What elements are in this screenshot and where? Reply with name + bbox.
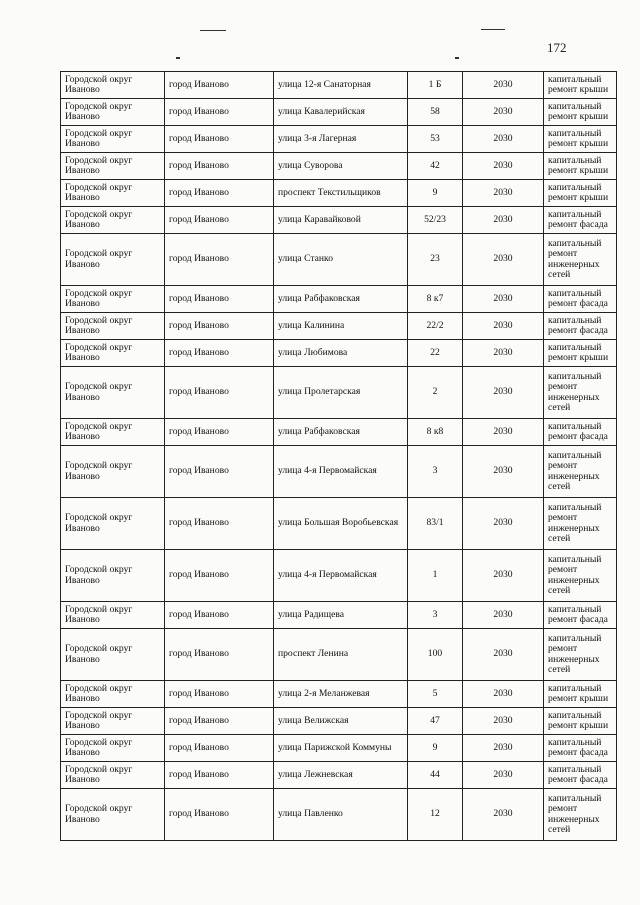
cell-year: 2030 [463, 340, 544, 367]
cell-house-number: 3 [408, 602, 463, 629]
cell-street: улица Большая Воробьевская [274, 498, 408, 550]
cell-street: улица Каравайковой [274, 207, 408, 234]
cell-work-type: капитальный ремонт фасада [544, 313, 617, 340]
table-row [61, 498, 617, 550]
cell-work-type: капитальный ремонт фасада [544, 419, 617, 446]
table-row [61, 286, 617, 313]
cell-work-type: капитальный ремонт инженерных сетей [544, 550, 617, 602]
cell-city: город Иваново [165, 498, 274, 550]
cell-work-type: капитальный ремонт крыши [544, 72, 617, 99]
cell-okrug: Городской округ Иваново [61, 762, 165, 789]
cell-year: 2030 [463, 313, 544, 340]
scan-mark [455, 57, 459, 59]
cell-house-number: 8 к8 [408, 419, 463, 446]
cell-city: город Иваново [165, 72, 274, 99]
cell-work-type: капитальный ремонт фасада [544, 762, 617, 789]
cell-street: улица Павленко [274, 789, 408, 841]
cell-street: улица 4-я Первомайская [274, 446, 408, 498]
cell-okrug: Городской округ Иваново [61, 234, 165, 286]
cell-street: проспект Текстильщиков [274, 180, 408, 207]
table-row [61, 708, 617, 735]
table-row [61, 602, 617, 629]
cell-house-number: 47 [408, 708, 463, 735]
cell-okrug: Городской округ Иваново [61, 629, 165, 681]
cell-street: улица Радищева [274, 602, 408, 629]
table-row [61, 313, 617, 340]
cell-work-type: капитальный ремонт инженерных сетей [544, 498, 617, 550]
cell-house-number: 1 [408, 550, 463, 602]
cell-city: город Иваново [165, 602, 274, 629]
table-row [61, 446, 617, 498]
cell-house-number: 23 [408, 234, 463, 286]
cell-okrug: Городской округ Иваново [61, 340, 165, 367]
cell-city: город Иваново [165, 286, 274, 313]
cell-street: улица 4-я Первомайская [274, 550, 408, 602]
table-row [61, 550, 617, 602]
scan-mark [200, 30, 226, 31]
cell-work-type: капитальный ремонт фасада [544, 602, 617, 629]
cell-city: город Иваново [165, 681, 274, 708]
cell-work-type: капитальный ремонт фасада [544, 735, 617, 762]
cell-okrug: Городской округ Иваново [61, 602, 165, 629]
table-row [61, 126, 617, 153]
cell-year: 2030 [463, 789, 544, 841]
cell-year: 2030 [463, 207, 544, 234]
cell-okrug: Городской округ Иваново [61, 72, 165, 99]
cell-street: улица Кавалерийская [274, 99, 408, 126]
table-row [61, 735, 617, 762]
registry-table [60, 71, 617, 841]
cell-year: 2030 [463, 681, 544, 708]
cell-okrug: Городской округ Иваново [61, 207, 165, 234]
cell-work-type: капитальный ремонт крыши [544, 126, 617, 153]
cell-city: город Иваново [165, 419, 274, 446]
cell-year: 2030 [463, 234, 544, 286]
cell-street: проспект Ленина [274, 629, 408, 681]
cell-street: улица 2-я Меланжевая [274, 681, 408, 708]
cell-city: город Иваново [165, 446, 274, 498]
table-row [61, 153, 617, 180]
cell-work-type: капитальный ремонт фасада [544, 286, 617, 313]
cell-okrug: Городской округ Иваново [61, 735, 165, 762]
table-row [61, 180, 617, 207]
cell-year: 2030 [463, 72, 544, 99]
cell-work-type: капитальный ремонт крыши [544, 340, 617, 367]
cell-work-type: капитальный ремонт фасада [544, 207, 617, 234]
cell-year: 2030 [463, 180, 544, 207]
cell-street: улица Рабфаковская [274, 286, 408, 313]
table-row [61, 629, 617, 681]
cell-street: улица Любимова [274, 340, 408, 367]
cell-house-number: 22 [408, 340, 463, 367]
cell-street: улица Велижская [274, 708, 408, 735]
cell-year: 2030 [463, 708, 544, 735]
cell-city: город Иваново [165, 789, 274, 841]
cell-house-number: 5 [408, 681, 463, 708]
cell-year: 2030 [463, 550, 544, 602]
cell-okrug: Городской округ Иваново [61, 708, 165, 735]
cell-city: город Иваново [165, 708, 274, 735]
cell-street: улица Калинина [274, 313, 408, 340]
cell-house-number: 44 [408, 762, 463, 789]
cell-city: город Иваново [165, 99, 274, 126]
table-row [61, 72, 617, 99]
cell-city: город Иваново [165, 367, 274, 419]
cell-work-type: капитальный ремонт крыши [544, 180, 617, 207]
cell-okrug: Городской округ Иваново [61, 446, 165, 498]
cell-street: улица Суворова [274, 153, 408, 180]
cell-work-type: капитальный ремонт инженерных сетей [544, 234, 617, 286]
cell-work-type: капитальный ремонт инженерных сетей [544, 446, 617, 498]
cell-okrug: Городской округ Иваново [61, 313, 165, 340]
cell-city: город Иваново [165, 126, 274, 153]
cell-okrug: Городской округ Иваново [61, 419, 165, 446]
cell-year: 2030 [463, 762, 544, 789]
cell-okrug: Городской округ Иваново [61, 126, 165, 153]
cell-city: город Иваново [165, 340, 274, 367]
cell-house-number: 58 [408, 99, 463, 126]
cell-house-number: 9 [408, 735, 463, 762]
cell-work-type: капитальный ремонт инженерных сетей [544, 789, 617, 841]
cell-city: город Иваново [165, 313, 274, 340]
cell-work-type: капитальный ремонт крыши [544, 708, 617, 735]
cell-year: 2030 [463, 629, 544, 681]
cell-year: 2030 [463, 367, 544, 419]
table-row [61, 367, 617, 419]
cell-house-number: 42 [408, 153, 463, 180]
cell-work-type: капитальный ремонт инженерных сетей [544, 367, 617, 419]
cell-year: 2030 [463, 153, 544, 180]
cell-okrug: Городской округ Иваново [61, 180, 165, 207]
cell-city: город Иваново [165, 550, 274, 602]
cell-year: 2030 [463, 419, 544, 446]
cell-year: 2030 [463, 498, 544, 550]
cell-work-type: капитальный ремонт крыши [544, 681, 617, 708]
cell-house-number: 83/1 [408, 498, 463, 550]
cell-street: улица 3-я Лагерная [274, 126, 408, 153]
cell-street: улица Парижской Коммуны [274, 735, 408, 762]
cell-house-number: 12 [408, 789, 463, 841]
cell-year: 2030 [463, 286, 544, 313]
cell-city: город Иваново [165, 762, 274, 789]
cell-year: 2030 [463, 126, 544, 153]
cell-year: 2030 [463, 735, 544, 762]
table-row [61, 207, 617, 234]
table-row [61, 234, 617, 286]
cell-city: город Иваново [165, 735, 274, 762]
scan-mark [481, 29, 505, 30]
table-row [61, 340, 617, 367]
cell-okrug: Городской округ Иваново [61, 681, 165, 708]
cell-work-type: капитальный ремонт инженерных сетей [544, 629, 617, 681]
table-row [61, 419, 617, 446]
cell-house-number: 52/23 [408, 207, 463, 234]
scan-mark [176, 57, 180, 59]
cell-house-number: 22/2 [408, 313, 463, 340]
cell-house-number: 3 [408, 446, 463, 498]
cell-work-type: капитальный ремонт крыши [544, 153, 617, 180]
cell-city: город Иваново [165, 234, 274, 286]
cell-street: улица Рабфаковская [274, 419, 408, 446]
cell-okrug: Городской округ Иваново [61, 789, 165, 841]
cell-city: город Иваново [165, 180, 274, 207]
cell-okrug: Городской округ Иваново [61, 367, 165, 419]
cell-year: 2030 [463, 446, 544, 498]
cell-okrug: Городской округ Иваново [61, 498, 165, 550]
table-row [61, 762, 617, 789]
table-row [61, 681, 617, 708]
cell-work-type: капитальный ремонт крыши [544, 99, 617, 126]
cell-okrug: Городской округ Иваново [61, 286, 165, 313]
cell-street: улица Лежневская [274, 762, 408, 789]
cell-house-number: 8 к7 [408, 286, 463, 313]
cell-okrug: Городской округ Иваново [61, 153, 165, 180]
cell-year: 2030 [463, 602, 544, 629]
cell-house-number: 9 [408, 180, 463, 207]
cell-okrug: Городской округ Иваново [61, 99, 165, 126]
table-row [61, 789, 617, 841]
page-number: 172 [547, 40, 567, 55]
cell-house-number: 53 [408, 126, 463, 153]
cell-house-number: 2 [408, 367, 463, 419]
cell-street: улица 12-я Санаторная [274, 72, 408, 99]
cell-year: 2030 [463, 99, 544, 126]
cell-street: улица Пролетарская [274, 367, 408, 419]
cell-okrug: Городской округ Иваново [61, 550, 165, 602]
cell-house-number: 100 [408, 629, 463, 681]
cell-city: город Иваново [165, 207, 274, 234]
table-row [61, 99, 617, 126]
cell-city: город Иваново [165, 629, 274, 681]
cell-city: город Иваново [165, 153, 274, 180]
cell-street: улица Станко [274, 234, 408, 286]
cell-house-number: 1 Б [408, 72, 463, 99]
